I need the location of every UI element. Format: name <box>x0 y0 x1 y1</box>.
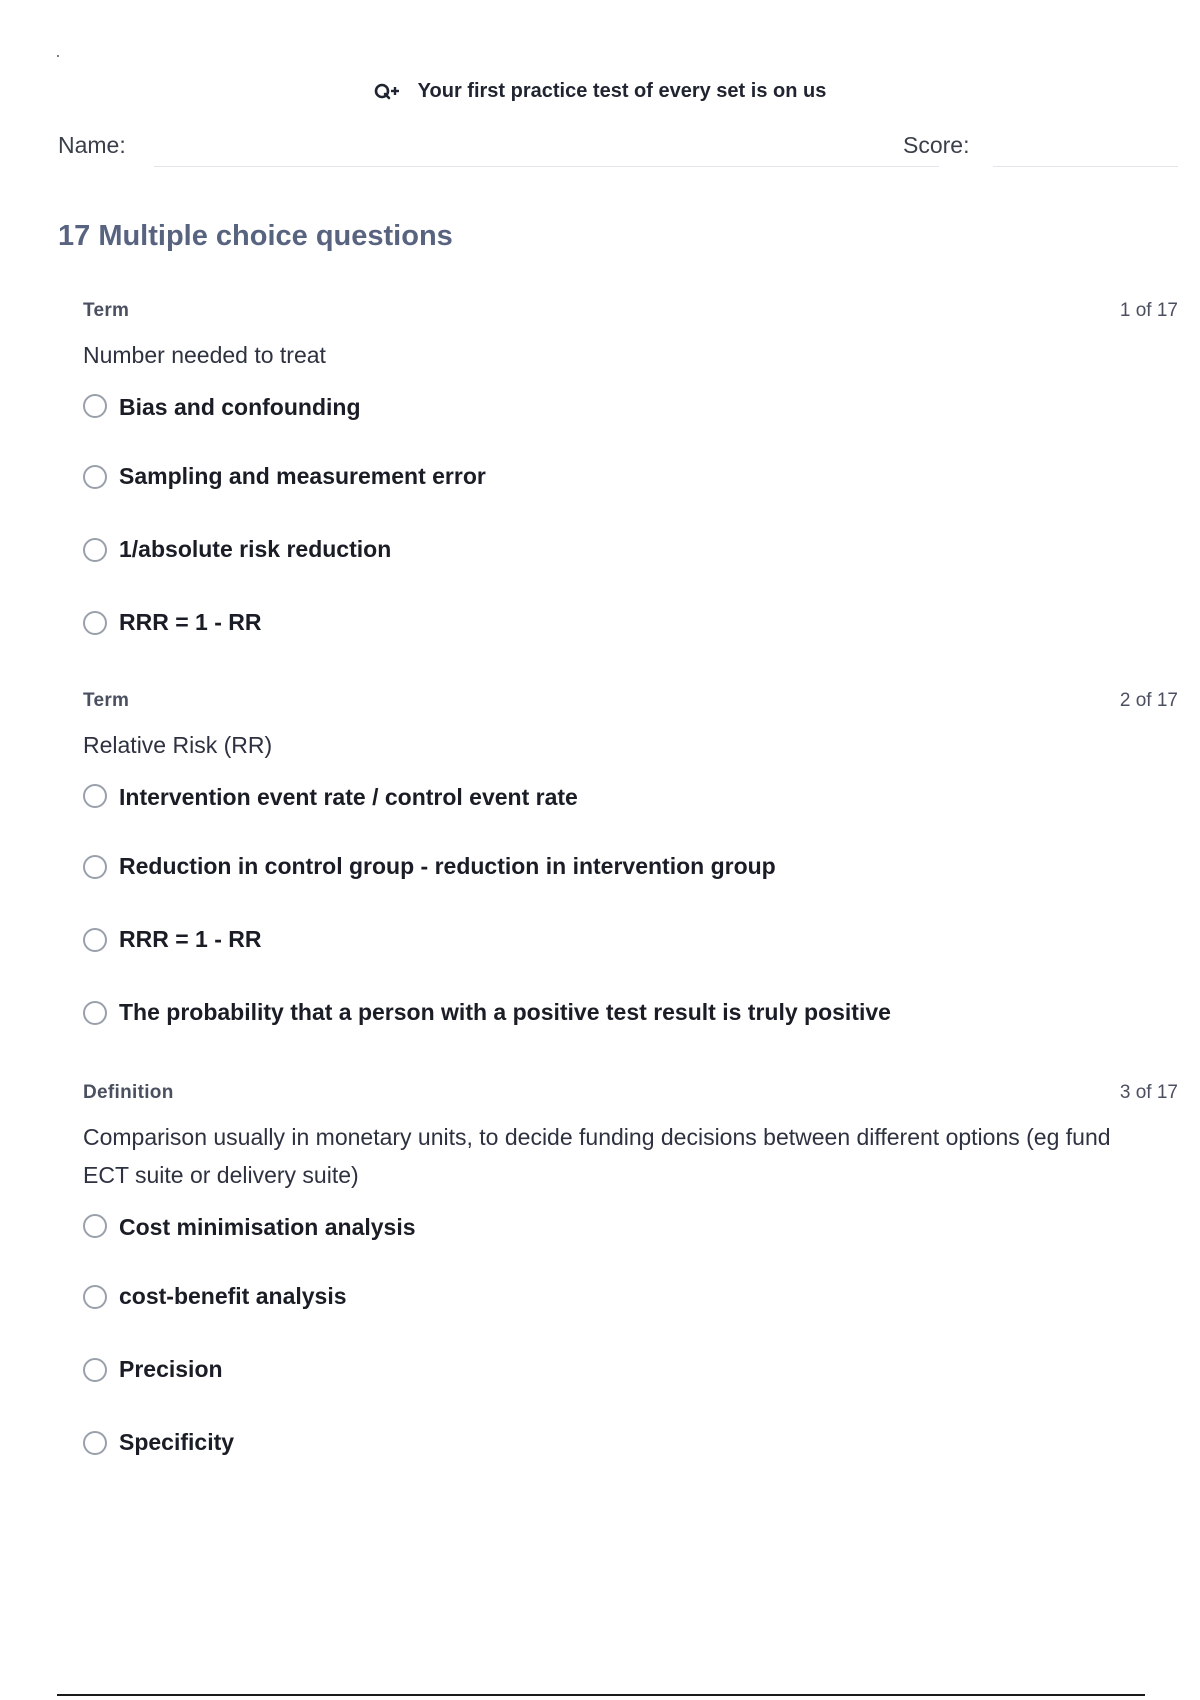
radio-button[interactable] <box>83 784 107 808</box>
question-prompt: Relative Risk (RR) <box>83 732 273 758</box>
radio-button[interactable] <box>83 1431 107 1455</box>
question-counter: 3 of 17 <box>1119 1082 1178 1103</box>
radio-button[interactable] <box>83 538 107 562</box>
answer-option[interactable] <box>83 784 1178 830</box>
question-type: Term <box>83 300 130 321</box>
answer-option[interactable] <box>83 513 1178 586</box>
bottom-divider <box>57 1694 1145 1696</box>
radio-button[interactable] <box>83 394 107 418</box>
section-title: 17 Multiple choice questions <box>58 220 453 252</box>
answer-option[interactable] <box>83 976 1178 1049</box>
answer-option[interactable] <box>83 394 1178 440</box>
answer-label: Bias and confounding <box>119 394 361 420</box>
score-field[interactable] <box>993 166 1178 167</box>
question-card <box>83 690 1178 1049</box>
answer-label: 1/absolute risk reduction <box>119 536 392 562</box>
promo-banner[interactable] <box>0 80 1200 103</box>
answer-option[interactable] <box>83 1260 1178 1333</box>
answer-option[interactable] <box>83 1333 1178 1406</box>
answer-option[interactable] <box>83 1214 1178 1260</box>
question-prompt: Comparison usually in monetary units, to decide funding decisions between different options (eg fund ECT suite or delivery suite) <box>83 1124 1111 1188</box>
answer-option[interactable] <box>83 1406 1178 1479</box>
radio-button[interactable] <box>83 1358 107 1382</box>
name-score-row <box>58 132 1178 168</box>
answer-label: Precision <box>119 1356 223 1382</box>
radio-button[interactable] <box>83 1001 107 1025</box>
answer-label: Cost minimisation analysis <box>119 1214 416 1240</box>
radio-button[interactable] <box>83 465 107 489</box>
answer-label: Intervention event rate / control event rate <box>119 784 578 810</box>
answer-label: The probability that a person with a positive test result is truly positive <box>119 999 891 1025</box>
answer-options <box>83 784 1178 1049</box>
answer-label: cost-benefit analysis <box>119 1283 347 1309</box>
question-counter: 1 of 17 <box>1119 300 1178 321</box>
promo-text: Your first practice test of every set is on us <box>417 80 827 102</box>
name-field[interactable] <box>154 166 939 167</box>
question-card <box>83 300 1178 659</box>
answer-options <box>83 1214 1178 1479</box>
radio-button[interactable] <box>83 611 107 635</box>
answer-label: RRR = 1 - RR <box>119 609 262 635</box>
radio-button[interactable] <box>83 1285 107 1309</box>
question-prompt: Number needed to treat <box>83 342 326 368</box>
name-label: Name: <box>58 132 126 158</box>
question-counter: 2 of 17 <box>1119 690 1178 711</box>
answer-option[interactable] <box>83 440 1178 513</box>
score-label: Score: <box>903 132 970 158</box>
answer-label: RRR = 1 - RR <box>119 926 262 952</box>
answer-label: Reduction in control group - reduction in intervention group <box>119 853 776 879</box>
answer-label: Specificity <box>119 1429 235 1455</box>
question-card <box>83 1082 1178 1479</box>
answer-options <box>83 394 1178 659</box>
quizlet-plus-icon <box>374 82 400 102</box>
question-type: Definition <box>83 1082 174 1103</box>
radio-button[interactable] <box>83 855 107 879</box>
radio-button[interactable] <box>83 928 107 952</box>
radio-button[interactable] <box>83 1214 107 1238</box>
answer-option[interactable] <box>83 903 1178 976</box>
answer-option[interactable] <box>83 586 1178 659</box>
answer-label: Sampling and measurement error <box>119 463 486 489</box>
answer-option[interactable] <box>83 830 1178 903</box>
question-type: Term <box>83 690 130 711</box>
page-dot <box>57 55 59 57</box>
